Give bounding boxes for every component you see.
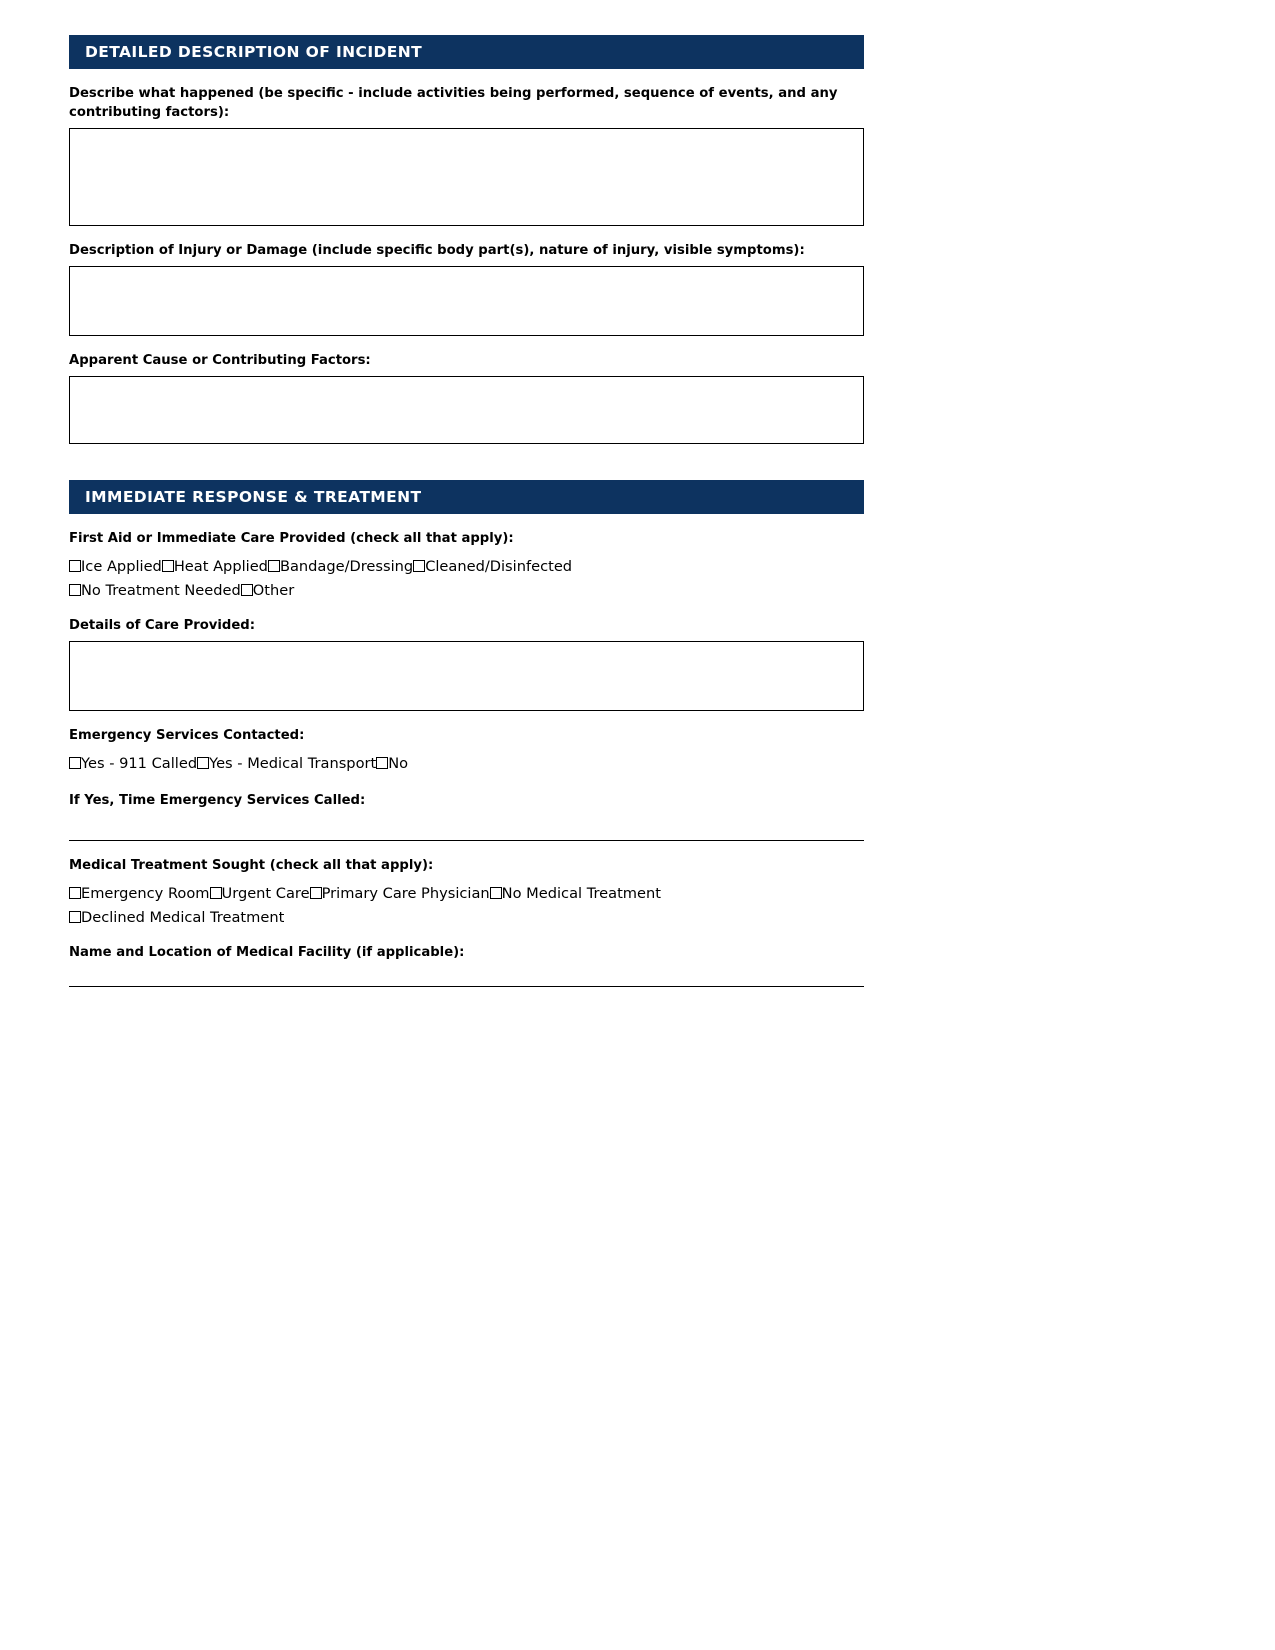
input-describe-what-happened[interactable]	[69, 128, 864, 226]
checkbox-label-declined-medical-treatment: Declined Medical Treatment	[81, 909, 285, 926]
checkbox-ice-applied[interactable]	[69, 560, 81, 572]
checkbox-label-yes-911-called: Yes - 911 Called	[81, 755, 198, 772]
label-medical-facility: Name and Location of Medical Facility (if applicable):	[69, 945, 465, 960]
checkbox-other-first-aid[interactable]	[241, 584, 253, 596]
checkbox-row-medical-treatment-1	[69, 882, 864, 906]
checkbox-row-medical-treatment-2	[69, 906, 864, 930]
checkbox-label-bandage-dressing: Bandage/Dressing	[279, 558, 414, 575]
input-apparent-cause[interactable]	[69, 376, 864, 444]
input-description-of-injury[interactable]	[69, 266, 864, 336]
label-details-of-care: Details of Care Provided:	[69, 618, 256, 633]
checkbox-label-yes-medical-transport: Yes - Medical Transport	[209, 755, 377, 772]
input-details-of-care[interactable]	[69, 641, 864, 711]
checkbox-label-no-treatment-needed: No Treatment Needed	[81, 582, 241, 599]
checkbox-emergency-room[interactable]	[69, 887, 81, 899]
checkbox-no-treatment-needed[interactable]	[69, 584, 81, 596]
label-apparent-cause: Apparent Cause or Contributing Factors:	[69, 353, 371, 368]
section-header-immediate-response: IMMEDIATE RESPONSE & TREATMENT	[69, 480, 864, 514]
checkbox-label-primary-care-physician: Primary Care Physician	[321, 885, 490, 902]
incident-report-form	[69, 35, 864, 987]
checkbox-heat-applied[interactable]	[162, 560, 174, 572]
input-line-time-emergency-services-called[interactable]	[69, 840, 864, 841]
checkbox-emergency-no[interactable]	[376, 757, 388, 769]
checkbox-label-urgent-care: Urgent Care	[221, 885, 310, 902]
label-describe-what-happened: Describe what happened (be specific - include activities being performed, sequence of events, and any contributing factors):	[69, 86, 838, 120]
input-line-medical-facility[interactable]	[69, 986, 864, 987]
checkbox-label-heat-applied: Heat Applied	[173, 558, 268, 575]
checkbox-row-emergency-services	[69, 752, 864, 776]
checkbox-label-ice-applied: Ice Applied	[81, 558, 162, 575]
label-description-of-injury: Description of Injury or Damage (include specific body part(s), nature of injury, visible symptoms):	[69, 243, 805, 258]
label-time-emergency-services-called: If Yes, Time Emergency Services Called:	[69, 793, 366, 808]
checkbox-label-emergency-room: Emergency Room	[81, 885, 210, 902]
checkbox-row-first-aid-1	[69, 555, 864, 579]
checkbox-label-other-first-aid: Other	[252, 582, 295, 599]
label-emergency-services-contacted: Emergency Services Contacted:	[69, 728, 305, 743]
checkbox-no-medical-treatment[interactable]	[490, 887, 502, 899]
section-spacer	[69, 444, 864, 480]
checkbox-cleaned-disinfected[interactable]	[413, 560, 425, 572]
checkbox-declined-medical-treatment[interactable]	[69, 911, 81, 923]
checkbox-bandage-dressing[interactable]	[268, 560, 280, 572]
checkbox-yes-911-called[interactable]	[69, 757, 81, 769]
checkbox-label-no-medical-treatment: No Medical Treatment	[501, 885, 661, 902]
checkbox-yes-medical-transport[interactable]	[197, 757, 209, 769]
label-medical-treatment-sought: Medical Treatment Sought (check all that apply):	[69, 858, 434, 873]
checkbox-urgent-care[interactable]	[210, 887, 222, 899]
checkbox-label-emergency-no: No	[388, 755, 409, 772]
section-header-detailed-description: DETAILED DESCRIPTION OF INCIDENT	[69, 35, 864, 69]
label-first-aid: First Aid or Immediate Care Provided (check all that apply):	[69, 531, 514, 546]
checkbox-primary-care-physician[interactable]	[310, 887, 322, 899]
checkbox-label-cleaned-disinfected: Cleaned/Disinfected	[425, 558, 573, 575]
checkbox-row-first-aid-2	[69, 579, 864, 603]
